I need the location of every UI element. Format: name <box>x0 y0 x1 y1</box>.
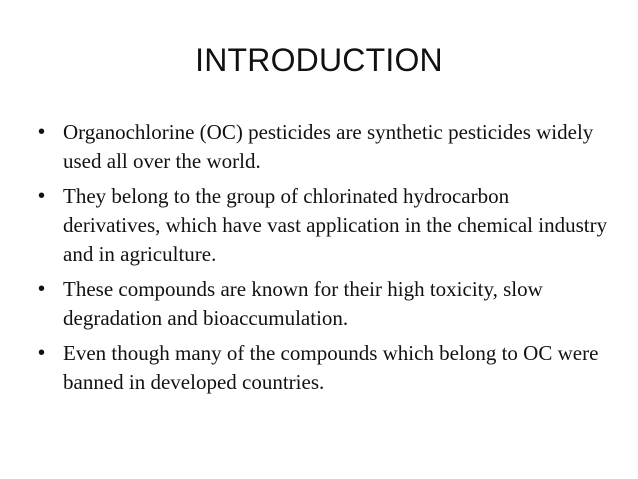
slide-title: INTRODUCTION <box>195 42 443 78</box>
bullet-icon: • <box>38 121 46 143</box>
bullet-item <box>38 275 608 333</box>
bullet-text: Organochlorine (OC) pesticides are synthetic pesticides widely used all over the world. <box>63 120 594 173</box>
bullet-text: Even though many of the compounds which belong to OC were banned in developed countries. <box>63 341 599 394</box>
bullet-icon: • <box>38 185 46 207</box>
bullet-text: They belong to the group of chlorinated hydrocarbon derivatives, which have vast application in the chemical industry and in agriculture. <box>63 184 608 266</box>
bullet-text: These compounds are known for their high toxicity, slow degradation and bioaccumulation. <box>63 277 543 330</box>
bullet-icon: • <box>38 278 46 300</box>
bullet-list <box>38 118 608 403</box>
bullet-icon: • <box>38 342 46 364</box>
bullet-item <box>38 339 608 397</box>
bullet-item <box>38 182 608 269</box>
bullet-item <box>38 118 608 176</box>
